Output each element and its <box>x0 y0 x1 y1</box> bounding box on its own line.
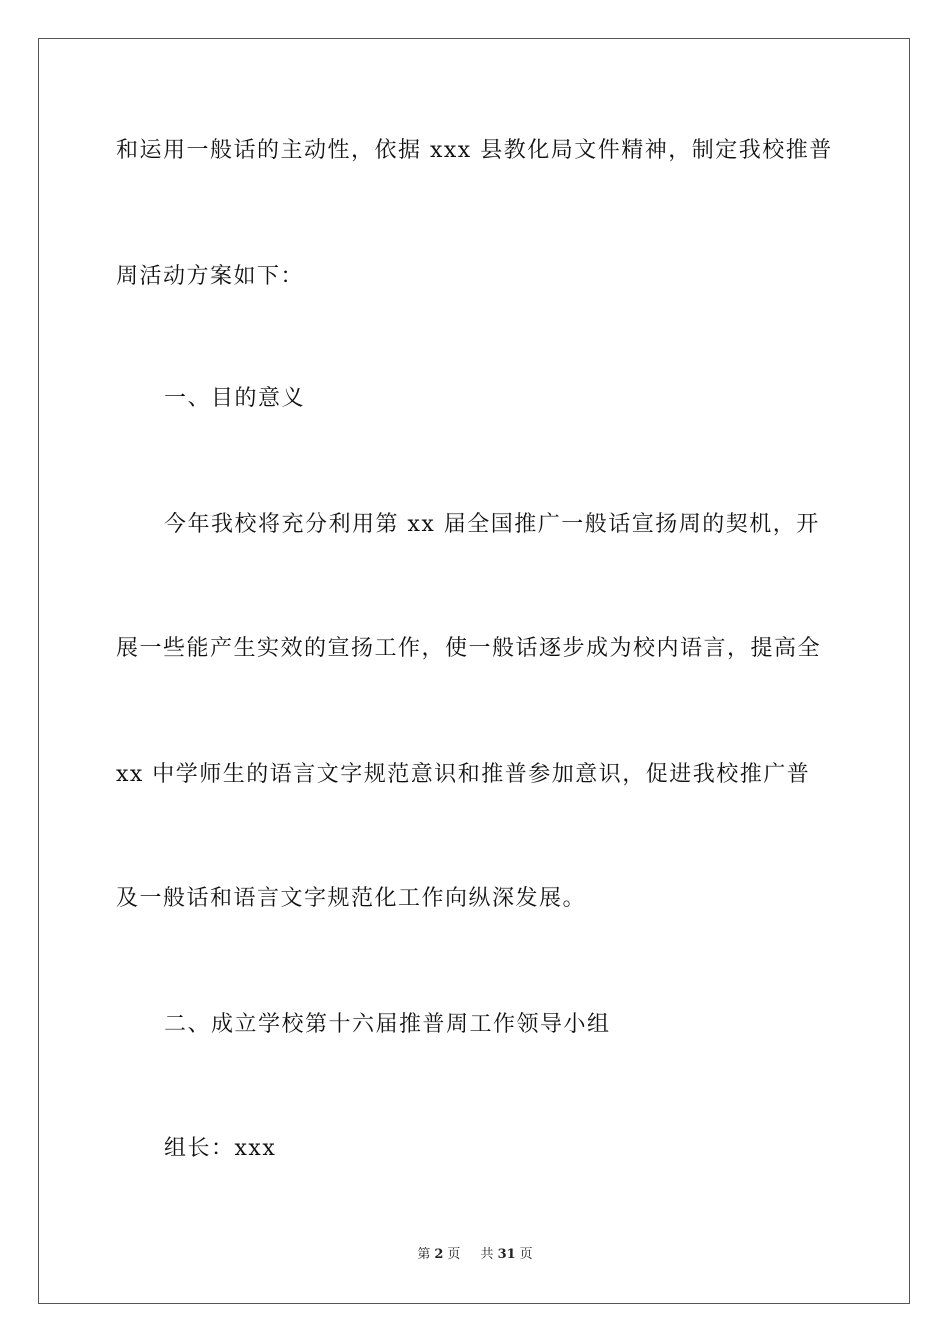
body-text-line: 和运用一般话的主动性，依据 xxx 县教化局文件精神，制定我校推普 <box>116 138 833 163</box>
body-text-line: xx 中学师生的语言文字规范意识和推普参加意识，促进我校推广普 <box>116 762 811 787</box>
section-heading: 一、目的意义 <box>164 386 306 411</box>
page-prefix: 第 <box>417 1247 431 1262</box>
body-text-line: 及一般话和语言文字规范化工作向纵深发展。 <box>116 886 587 911</box>
page-number: 2 <box>434 1247 444 1262</box>
page-border <box>38 38 910 1304</box>
page-footer <box>0 1246 950 1264</box>
total-prefix: 共 <box>480 1247 494 1262</box>
body-text-line: 今年我校将充分利用第 xx 届全国推广一般话宣扬周的契机，开 <box>164 512 820 537</box>
body-text-line: 周活动方案如下： <box>116 264 305 289</box>
section-heading: 二、成立学校第十六届推普周工作领导小组 <box>164 1012 611 1037</box>
body-text-line: 展一些能产生实效的宣扬工作，使一般话逐步成为校内语言，提高全 <box>116 636 822 661</box>
body-text-line: 组长：xxx <box>164 1136 277 1161</box>
total-suffix: 页 <box>519 1247 533 1262</box>
page-suffix: 页 <box>447 1247 461 1262</box>
page-indicator <box>413 1247 464 1262</box>
total-pages: 31 <box>497 1247 516 1262</box>
total-indicator <box>477 1247 537 1262</box>
